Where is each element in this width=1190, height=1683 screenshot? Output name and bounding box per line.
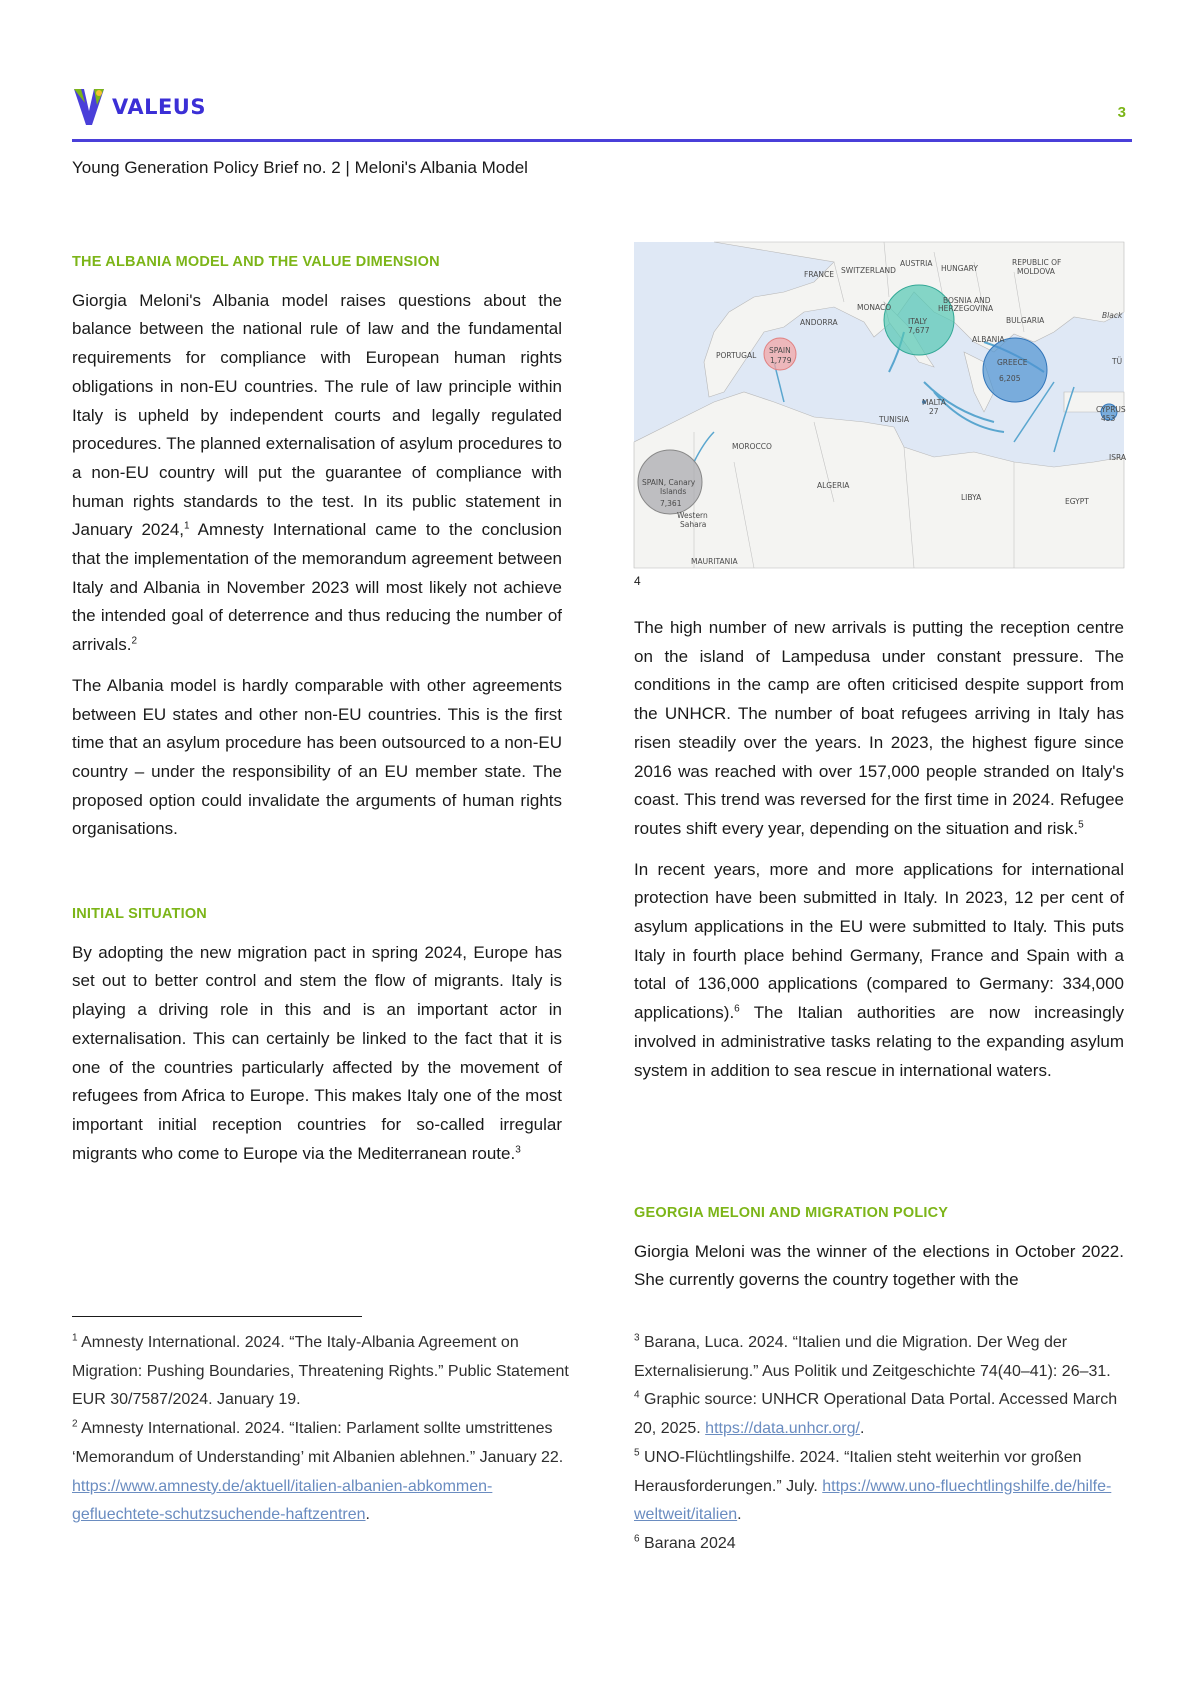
label-moldova-1: REPUBLIC OF [1012, 258, 1062, 267]
label-black-sea: Black [1102, 311, 1123, 320]
logo-text: VALEUS [112, 95, 206, 119]
label-switzerland: SWITZERLAND [841, 266, 896, 275]
header-divider [72, 139, 1132, 142]
footnote-divider [72, 1316, 362, 1317]
bubble-malta-name: MALTA [922, 398, 946, 407]
bubble-spain-value: 1,779 [770, 356, 792, 365]
footnotes-left [72, 1329, 572, 1530]
map-footnote-marker: 4 [634, 574, 641, 588]
footnote-5-link[interactable]: https://www.uno-fluechtlingshilfe.de/hilfe-weltweit/italien [634, 1477, 1112, 1524]
footnote-ref-6[interactable]: 6 [734, 1003, 740, 1015]
bubble-italy-name: ITALY [908, 317, 928, 326]
bubble-greece-name: GREECE [997, 358, 1028, 367]
label-monaco: MONACO [857, 303, 892, 312]
label-austria: AUSTRIA [900, 259, 933, 268]
document-subtitle: Young Generation Policy Brief no. 2 | Meloni's Albania Model [72, 158, 528, 177]
valeus-logo [72, 84, 206, 130]
bubble-canary-name-2: Islands [660, 487, 687, 496]
label-turkey: TÜ [1112, 357, 1123, 366]
label-bulgaria: BULGARIA [1006, 316, 1045, 325]
footnote-4-link[interactable]: https://data.unhcr.org/ [705, 1420, 860, 1438]
left-column [72, 248, 562, 856]
footnote-3: $^3$ Barana, Luca. 2024. “Italien und die Migration. Der Weg der Externalisierung.” Aus Politik und Zeitgeschichte 74(40–41): 26–31. [634, 1332, 1111, 1380]
label-hungary: HUNGARY [941, 264, 978, 273]
footnote-ref-5[interactable]: 5 [1078, 819, 1084, 831]
paragraph-applications: In recent years, more and more applications for international protection have been submitted in Italy. In 2023, 12 per cent of asylum applications in the EU were submitted to Italy. This puts Italy in fourth place behind Germany, France and Spain with a total of 136,000 applications (compared to Germany: 334,000 applications).$^6$ The Italian authorities are now increasingly involved in administrative tasks relating to the expanding asylum system in addition to sea rescue in international waters. [634, 859, 1124, 1080]
mediterranean-map [634, 242, 1127, 568]
footnote-2-link[interactable]: https://www.amnesty.de/aktuell/italien-albanien-abkommen-gefluechtete-schutzsuchende-haftzentren [72, 1477, 493, 1524]
label-andorra: ANDORRA [800, 318, 838, 327]
paragraph-lampedusa: The high number of new arrivals is putting the reception centre on the island of Lampedusa under constant pressure. The conditions in the camp are often criticised despite support from the UNHCR. The number of boat refugees arriving in Italy has risen steadily over the years. In 2023, the highest figure since 2016 was reached with over 157,000 people stranded on Italy's coast. This trend was reversed for the first time in 2024. Refugee routes shift every year, depending on the situation and risk.$^5$ [634, 618, 1124, 838]
right-column-meloni [634, 1199, 1124, 1307]
left-column-initial [72, 900, 562, 1180]
section-heading-albania-model: THE ALBANIA MODEL AND THE VALUE DIMENSION [72, 254, 440, 270]
section-heading-meloni: GEORGIA MELONI AND MIGRATION POLICY [634, 1205, 949, 1221]
page-number: 3 [1117, 104, 1126, 121]
label-france: FRANCE [804, 270, 834, 279]
label-libya: LIBYA [961, 493, 982, 502]
footnote-5: $^5$ UNO-Flüchtlingshilfe. 2024. “Italien steht weiterhin vor großen Herausforderungen.” July. https://www.uno-fluechtlingshilfe.de/hilfe-weltweit/italien. [634, 1447, 1112, 1524]
bubble-italy-value: 7,677 [908, 326, 930, 335]
bubble-malta-value: 27 [929, 407, 939, 416]
footnotes-right [634, 1329, 1134, 1559]
right-column [634, 614, 1124, 1097]
bubble-cyprus-name: CYPRUS [1096, 405, 1126, 414]
paragraph-meloni: Giorgia Meloni was the winner of the elections in October 2022. She currently governs the country together with the [634, 1241, 1124, 1290]
footnote-ref-1[interactable]: 1 [184, 520, 190, 532]
bubble-canary-value: 7,361 [660, 499, 682, 508]
bubble-cyprus-value: 453 [1101, 414, 1116, 423]
footnote-2: $^2$ Amnesty International. 2024. “Italien: Parlament sollte umstrittenes ‘Memorandum of Understanding’ mit Albanien ablehnen.” January 22. https://www.amnesty.de/aktuell/italien-albanien-abkommen-gefluechtete-schutzsuchende-haftzentren. [72, 1418, 564, 1524]
label-tunisia: TUNISIA [879, 415, 909, 424]
paragraph-albania-model: Giorgia Meloni's Albania model raises questions about the balance between the national rule of law and the fundamental requirements for compliance with European human rights obligations in non-EU countries. The rule of law principle within Italy is upheld by independent courts and legally regulated procedures. The planned externalisation of asylum procedures to a non-EU country will put the guarantee of compliance with human rights standards to the test. In its public statement in January 2024,$^1$ Amnesty International came to the conclusion that the implementation of the memorandum agreement between Italy and Albania in November 2023 will most likely not achieve the intended goal of deterrence and thus reducing the number of arrivals.$^2$ [72, 290, 562, 655]
label-moldova-2: MOLDOVA [1017, 267, 1055, 276]
footnote-ref-3[interactable]: 3 [515, 1143, 521, 1155]
label-western-sahara-2: Sahara [680, 520, 707, 529]
bubble-greece-value: 6,205 [999, 374, 1021, 383]
label-portugal: PORTUGAL [716, 351, 757, 360]
footnote-ref-2[interactable]: 2 [131, 635, 138, 647]
label-bosnia-2: HERZEGOVINA [938, 304, 994, 313]
label-algeria: ALGERIA [817, 481, 850, 490]
label-bosnia-1: BOSNIA AND [943, 296, 991, 305]
paragraph-comparison: The Albania model is hardly comparable with other agreements between EU states and other non-EU countries. This is the first time that an asylum procedure has been outsourced to a non-EU country – under the responsibility of an EU member state. The proposed option could invalidate the arguments of human rights organisations. [72, 675, 562, 839]
bubble-greece [983, 338, 1047, 402]
footnote-4: $^4$ Graphic source: UNHCR Operational Data Portal. Accessed March 20, 2025. https://data.unhcr.org/. [634, 1390, 1118, 1438]
label-albania: ALBANIA [972, 335, 1005, 344]
footnote-1: $^1$ Amnesty International. 2024. “The Italy-Albania Agreement on Migration: Pushing Boundaries, Threatening Rights.” Public Statement EUR 30/7587/2024. January 19. [72, 1332, 569, 1409]
valeus-v-icon [72, 85, 106, 129]
label-israel: ISRA [1109, 453, 1127, 462]
migration-map [634, 242, 1127, 568]
page-header [72, 84, 1132, 142]
bubble-canary-name-1: SPAIN, Canary [642, 478, 696, 487]
footnote-6: $^6$ Barana 2024 [634, 1533, 736, 1552]
label-western-sahara-1: Western [677, 511, 708, 520]
bubble-spain-name: SPAIN [769, 346, 791, 355]
label-morocco: MOROCCO [732, 442, 772, 451]
section-heading-initial-situation: INITIAL SITUATION [72, 906, 207, 922]
paragraph-initial-situation: By adopting the new migration pact in spring 2024, Europe has set out to better control and stem the flow of migrants. Italy is playing a driving role in this and is an important actor in externalisation. This can certainly be linked to the fact that it is one of the countries particularly affected by the movement of refugees from Africa to Europe. This makes Italy one of the most important initial reception countries for so-called irregular migrants who come to Europe via the Mediterranean route.$^3$ [72, 942, 562, 1163]
label-egypt: EGYPT [1065, 497, 1089, 506]
label-mauritania: MAURITANIA [691, 557, 738, 566]
